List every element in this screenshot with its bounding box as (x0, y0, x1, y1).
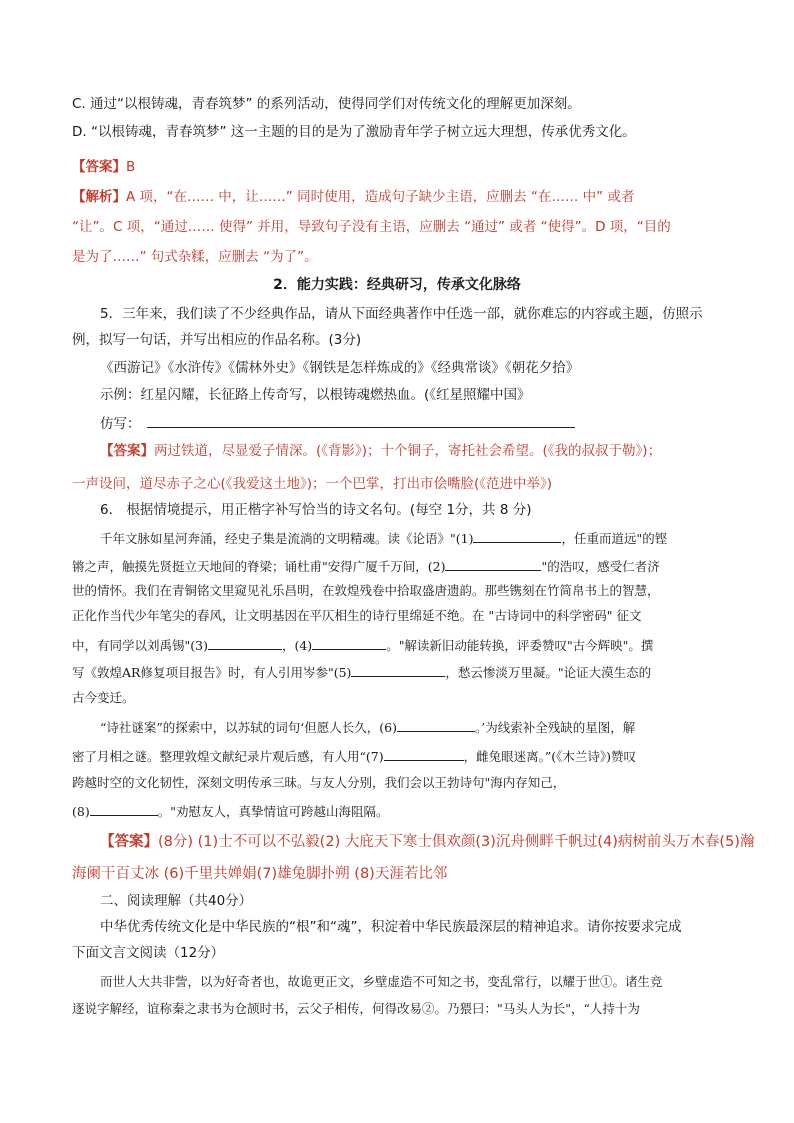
imitate-label: 仿写： (100, 416, 141, 432)
q6-passage-line-11: (8) 。"劝慰友人，真挚情谊可跨越山海阻隔。 (72, 801, 388, 822)
q4-analysis-line-1: 【解析】A 项，“在…… 中，让……” 同时使用，造成句子缺少主语，应删去 “在…… 中” 或者 (72, 189, 635, 205)
blank-8[interactable] (90, 801, 158, 816)
q5-answer-line-2: 一声设问，道尽赤子之心(《我爱这土地》)；一个巴掌，打出市侩嘴脸(《范进中举》) (72, 476, 553, 492)
q4-option-c: C. 通过“以根铸魂，青春筑梦” 的系列活动，使得同学们对传统文化的理解更加深刻。 (72, 96, 581, 112)
section-2-title: 2．能力实践：经典研习，传承文化脉络 (273, 277, 521, 293)
q6-passage-line-2: 锵之声，触摸先贤挺立天地间的脊梁；诵杜甫"安得广厦千万间，(2) "的浩叹，感受仁者济 (72, 556, 660, 577)
q6-stem: 6． 根据情境提示，用正楷字补写恰当的诗文名句。(每空 1分，共 8 分) (100, 502, 532, 518)
q6-passage-line-3: 世的情怀。我们在青铜铭文里窥见礼乐昌明，在敦煌残卷中拾取盛唐遗韵。那些镌刻在竹简帛书上的智慧， (72, 583, 660, 598)
blank-3[interactable] (208, 635, 282, 650)
q6-passage-line-5: 中，有同学以刘禹锡"(3) ，(4) 。"解读新旧动能转换，评委赞叹"古今辉映"。撰 (72, 635, 653, 656)
q6-passage-line-8: “诗社谜案”的探索中，以苏轼的词句‘但愿人长久，(6) 。’为线索补全残缺的星图，解 (72, 717, 635, 738)
blank-1[interactable] (473, 528, 561, 543)
q6-passage-line-4: 正化作当代少年笔尖的春风，让文明基因在平仄相生的诗行里绵延不绝。在 "古诗词中的科学密码" 征文 (72, 608, 642, 623)
q6-answer-line-1: 【答案】(8分) (1)士不可以不弘毅(2) 大庇天下寒士俱欢颜(3)沉舟侧畔千帆过(4)病树前头万木春(5)瀚 (100, 834, 755, 850)
q5-stem-line-1: 5．三年来，我们读了不少经典作品，请从下面经典著作中任选一部，就你难忘的内容或主题，仿照示 (100, 306, 703, 322)
q6-passage-line-7: 古今变迁。 (72, 690, 135, 705)
analysis-tag: 【解析】 (72, 189, 126, 205)
q5-book-list: 《西游记》《水浒传》《儒林外史》《钢铁是怎样炼成的》《经典常谈》《朝花夕拾》 (100, 360, 580, 376)
q6-passage-line-1: 千年文脉如星河奔涌，经史子集是流淌的文明精魂。读《论语》"(1) ，任重而道远"的铿 (72, 528, 667, 549)
q4-analysis-line-3: 是为了……” 句式杂糅，应删去 “为了”。 (72, 249, 318, 265)
q5-stem-line-2: 例，拟写一句话，并写出相应的作品名称。(3分) (72, 332, 362, 348)
q6-passage-line-9: 密了月相之谜。整理敦煌文献纪录片观后感，有人用“(7) ，雌兔眼迷离。”(《木兰诗》)赞叹 (72, 746, 636, 767)
q5-answer-line-1: 【答案】两过铁道，尽显爱子情深。(《背影》)；十个铜子，寄托社会希望。(《我的叔叔于勒》)； (100, 443, 662, 459)
classical-text-line-2: 逐说字解经，谊称秦之隶书为仓颉时书，云父子相传，何得改易②。乃猥曰："马头人为长"，“人持十为 (72, 1001, 640, 1016)
q6-answer-line-2: 海阑干百丈冰 (6)千里共婵娟(7)雄兔脚扑朔 (8)天涯若比邻 (72, 866, 448, 882)
blank-5[interactable] (351, 662, 445, 677)
answer-tag: 【答案】 (72, 159, 126, 175)
q5-example: 示例：红星闪耀，长征路上传奇写，以根铸魂燃热血。(《红星照耀中国》 (100, 387, 531, 403)
blank-2[interactable] (445, 556, 541, 571)
q4-option-d: D. “以根铸魂，青春筑梦” 这一主题的目的是为了激励青年学子树立远大理想，传承优秀文化。 (72, 124, 636, 140)
classical-text-line-1: 而世人大共非訾，以为好奇者也，故诡更正文，乡壁虚造不可知之书，变乱常行，以耀于世①。诸生竞 (100, 974, 663, 989)
q4-answer (72, 157, 135, 177)
blank-7[interactable] (384, 746, 464, 761)
imitate-answer-line[interactable] (147, 413, 575, 428)
q4-analysis-line-2: “让”。C 项，“通过…… 使得” 并用，导致句子没有主语，应删去 “通过” 或者 “使得”。D 项，“目的 (72, 219, 671, 235)
reading-section-title: 二、阅读理解（共40分） (100, 893, 253, 909)
q6-passage-line-10: 跨越时空的文化韧性，深刻文明传承三昧。与友人分别，我们会以王勃诗句"海内存知己， (72, 775, 566, 790)
answer-tag: 【答案】 (100, 443, 154, 459)
q5-imitate (100, 413, 575, 434)
reading-intro-line-1: 中华优秀传统文化是中华民族的“根”和“魂”，积淀着中华民族最深层的精神追求。请你按要求完成 (100, 919, 682, 935)
blank-6[interactable] (397, 717, 475, 732)
answer-tag: 【答案】 (100, 834, 158, 850)
reading-intro-line-2: 下面文言文阅读（12分） (72, 945, 225, 961)
answer-value: B (126, 159, 136, 175)
blank-4[interactable] (312, 635, 386, 650)
q6-passage-line-6: 写《敦煌AR修复项目报告》时，有人引用岑参"(5) ，愁云惨淡万里凝。"论证大漠生态的 (72, 662, 651, 683)
